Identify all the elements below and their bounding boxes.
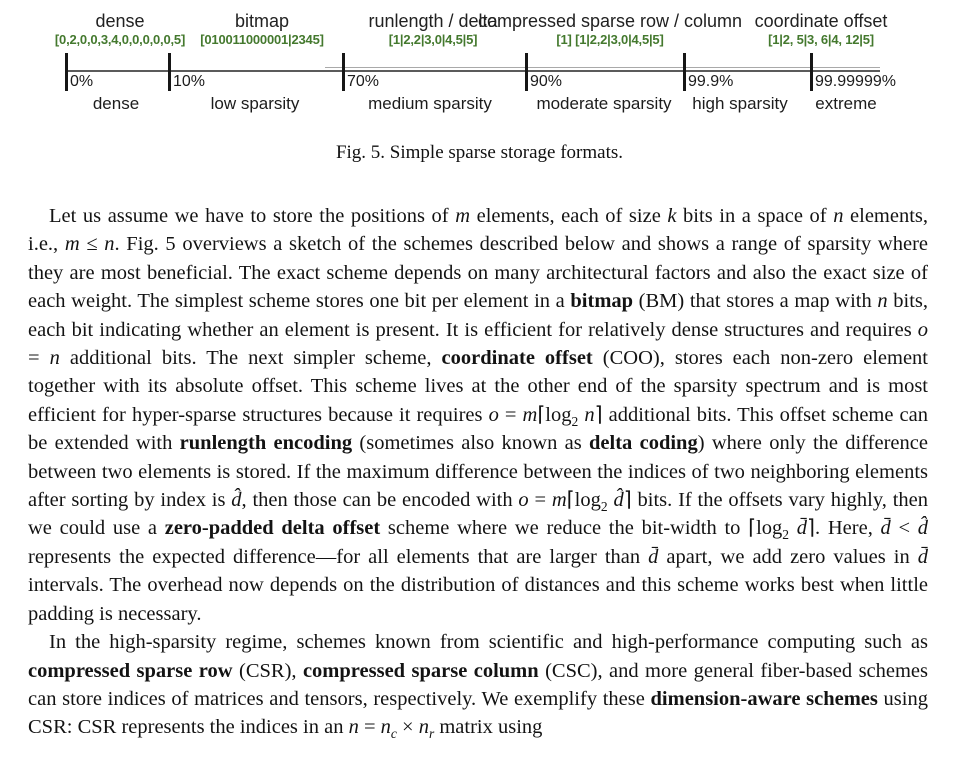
article-body	[28, 202, 928, 742]
text-segment: represents the expected difference—for all elements that are larger than	[28, 545, 649, 568]
text-segment: d̄	[917, 545, 928, 568]
text-segment: (CSR),	[232, 659, 303, 682]
format-value: [010011000001|2345]	[200, 32, 324, 47]
format-value: [1] [1|2,2|3,0|4,5|5]	[556, 32, 664, 47]
text-segment: =	[28, 347, 50, 370]
text-segment: coordinate offset	[441, 347, 593, 370]
text-segment: =	[528, 489, 552, 512]
text-segment: m	[455, 205, 471, 227]
text-segment: compressed sparse column	[302, 659, 539, 682]
text-segment: n	[49, 347, 60, 370]
text-segment: elements, i.e.,	[28, 205, 929, 256]
text-segment: ⌉ bits. If the offsets vary highly, then we could use a	[28, 489, 928, 540]
text-segment: Let us assume we have to store the positions of	[49, 205, 456, 227]
text-segment: (CSC), and more general fiber-based schemes can store indices of matrices and tensors, respectively. We exemplify these	[28, 659, 929, 710]
text-segment: ⌈log	[566, 489, 601, 512]
text-segment: additional bits. The next simpler scheme,	[59, 347, 442, 370]
text-segment: =	[358, 716, 381, 739]
sparsity-axis-line-shadow	[325, 67, 880, 68]
text-segment: <	[890, 517, 918, 540]
text-segment: m	[522, 403, 538, 426]
axis-tick	[683, 53, 686, 91]
paragraph	[28, 202, 928, 628]
format-value: [0,2,0,0,3,4,0,0,0,0,0,5]	[54, 32, 186, 47]
text-segment: zero-padded delta offset	[164, 517, 381, 540]
text-segment: bits in a space of	[676, 205, 834, 227]
text-segment: k	[667, 205, 677, 227]
axis-tick	[342, 53, 345, 91]
text-segment: delta coding	[589, 432, 698, 455]
axis-tick-percent: 10%	[173, 73, 206, 90]
text-segment: d̄	[796, 517, 808, 540]
sparsity-region-label: low sparsity	[210, 94, 300, 113]
text-segment: n	[348, 716, 359, 739]
text-segment: bitmap	[570, 290, 634, 313]
figure-caption: Fig. 5. Simple sparse storage formats.	[335, 142, 624, 163]
text-segment: o	[518, 489, 529, 512]
text-segment: ×	[396, 716, 419, 739]
text-segment: r	[428, 726, 435, 742]
format-name: runlength / delta	[368, 11, 498, 31]
axis-tick-percent: 70%	[347, 73, 380, 90]
text-segment: o	[917, 318, 928, 341]
format-label	[200, 12, 323, 48]
text-segment: (COO), stores each non-zero element together with its absolute offset. This scheme lives at the other end of the sparsity spectrum and is most efficient for hyper-sparse structures because it requires	[28, 347, 928, 426]
sparsity-region-label: moderate sparsity	[536, 94, 672, 113]
axis-tick	[525, 53, 528, 91]
text-segment: ) where only the difference between two elements is stored. If the maximum difference between the indices of two neighboring elements after sorting by index is	[28, 432, 928, 512]
text-segment: ⌉ additional bits. This offset scheme can be extended with	[28, 403, 928, 455]
text-segment: intervals. The overhead now depends on the distribution of distances and this scheme works best when little padding is necessary.	[28, 574, 928, 625]
text-segment: (sometimes also known as	[352, 432, 590, 455]
text-segment: , then those can be encoded with	[241, 489, 519, 512]
axis-tick	[168, 53, 171, 91]
axis-tick	[810, 53, 813, 91]
text-segment: . Fig. 5 overviews a sketch of the schemes described below and shows a range of sparsity where they are most beneficial. The exact scheme depends on many architectural factors and also the exact size of each weight. The simplest scheme stores one bit per element in a	[28, 233, 928, 313]
text-segment: 2	[571, 413, 579, 429]
text-segment: matrix using	[434, 716, 543, 739]
text-segment: 2	[782, 527, 790, 543]
axis-tick-percent: 99.99999%	[815, 73, 896, 90]
axis-tick-percent: 90%	[530, 73, 563, 90]
text-segment: n	[418, 716, 429, 739]
text-segment: c	[390, 726, 397, 742]
axis-tick-percent: 99.9%	[688, 73, 734, 90]
text-segment: ⌈log	[537, 403, 572, 426]
text-segment: m	[551, 489, 567, 512]
text-segment: n	[833, 205, 844, 227]
text-segment: 2	[600, 499, 608, 515]
format-name: bitmap	[234, 11, 290, 31]
paragraph	[28, 628, 928, 742]
format-label	[55, 12, 185, 48]
text-segment: ⌉. Here,	[807, 517, 881, 540]
format-label	[478, 12, 742, 48]
text-segment: d̂	[231, 489, 242, 512]
text-segment: bits, each bit indicating whether an element is present. It is efficient for relatively dense structures and requires	[28, 290, 928, 341]
text-segment: compressed sparse row	[28, 659, 233, 682]
sparsity-region-label: extreme	[815, 94, 877, 113]
format-name: dense	[95, 11, 145, 31]
text-segment: n	[584, 403, 595, 426]
text-segment: ≤	[79, 233, 105, 256]
text-segment: dimension-aware schemes	[650, 687, 878, 710]
text-segment: apart, we add zero values in	[658, 545, 918, 568]
axis-tick	[65, 53, 68, 91]
sparsity-region-label: medium sparsity	[368, 94, 492, 113]
sparsity-region-label: dense	[92, 94, 140, 113]
text-segment: runlength encoding	[179, 432, 353, 455]
format-label	[755, 12, 888, 48]
text-segment: In the high-sparsity regime, schemes known from scientific and high-performance computing such as	[49, 631, 928, 654]
text-segment: m	[64, 233, 80, 256]
text-segment: using CSR: CSR represents the indices in an	[28, 687, 928, 739]
text-segment: n	[877, 290, 888, 313]
format-name: coordinate offset	[754, 11, 888, 31]
text-segment: d̄	[648, 545, 659, 568]
text-segment: n	[104, 233, 115, 256]
format-value: [1|2, 5|3, 6|4, 12|5]	[768, 32, 874, 47]
figure-sparse-formats	[0, 10, 959, 128]
text-segment: d̂	[917, 517, 929, 540]
text-segment: d̂	[613, 489, 624, 512]
text-segment: o	[488, 403, 499, 426]
text-segment: (BM) that stores a map with	[633, 290, 878, 313]
text-segment: scheme where we reduce the bit-width to ⌈log	[380, 517, 783, 540]
text-segment: =	[498, 403, 523, 426]
text-segment: elements, each of size	[470, 205, 668, 227]
sparsity-axis-line	[65, 70, 880, 72]
format-name: compressed sparse row / column	[477, 11, 743, 31]
page	[0, 10, 959, 742]
text-segment: n	[380, 716, 391, 739]
axis-tick-percent: 0%	[70, 73, 94, 90]
sparsity-region-label: high sparsity	[692, 94, 788, 113]
text-segment: d̄	[880, 517, 891, 540]
text-segment	[789, 517, 797, 539]
format-value: [1|2,2|3,0|4,5|5]	[388, 32, 478, 47]
